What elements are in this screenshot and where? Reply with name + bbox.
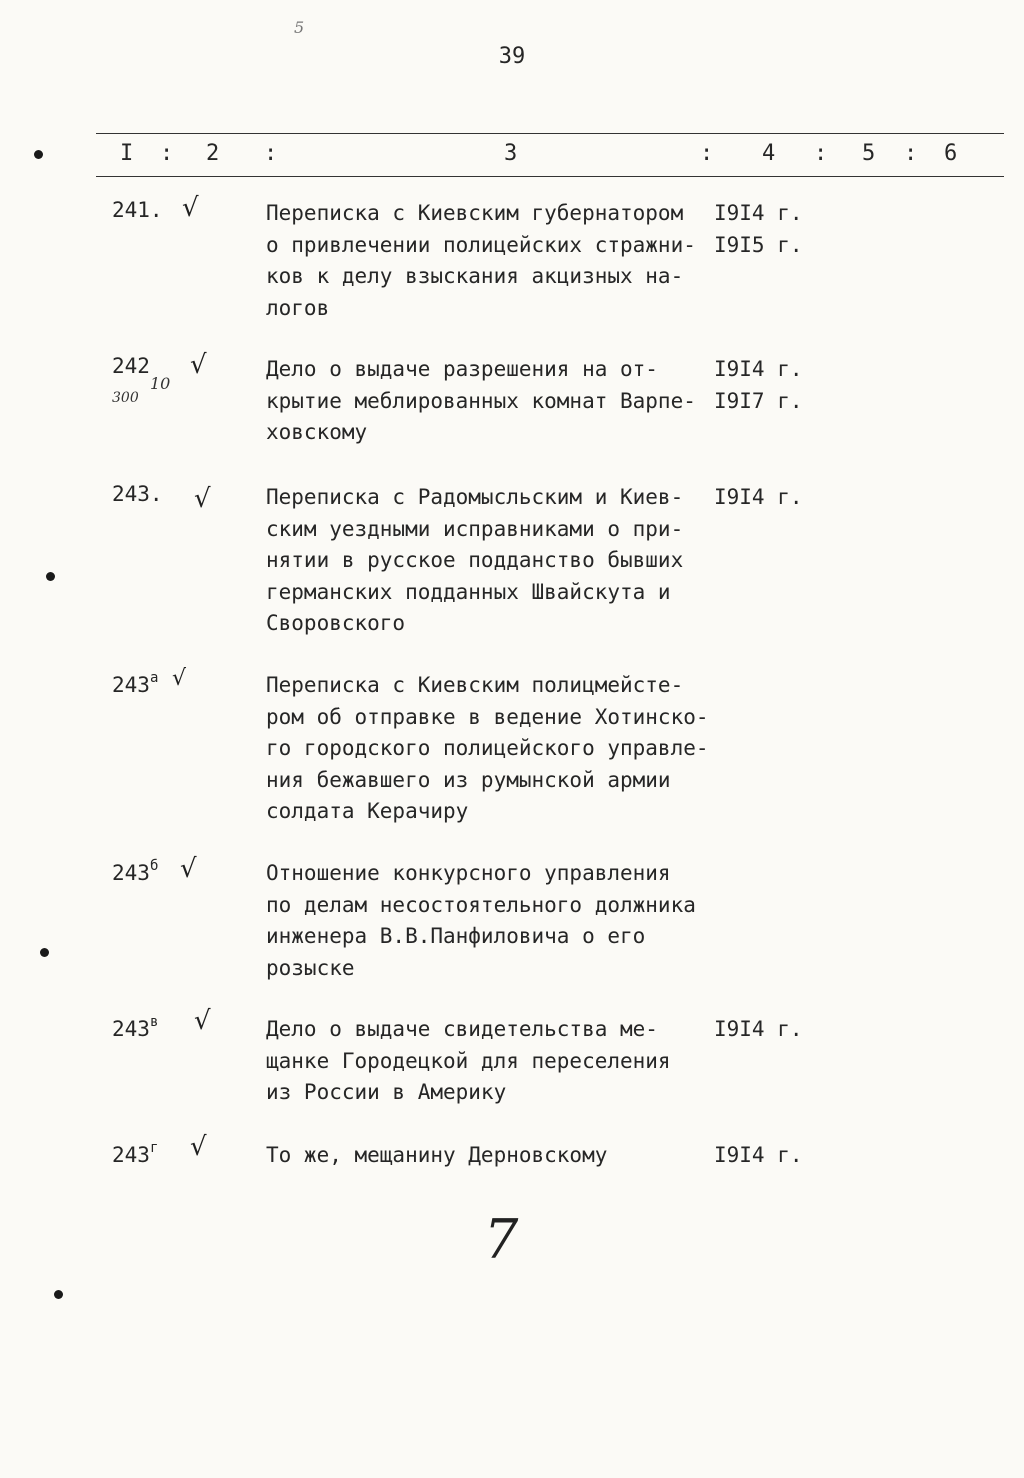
- punch-hole: [40, 948, 49, 957]
- entry-number: $243^в$: [112, 1014, 159, 1041]
- header-col-3: 3: [504, 141, 518, 166]
- check-mark-icon: √: [190, 1132, 207, 1162]
- entry-number: $243^б$: [112, 858, 159, 885]
- entry-number: 243.: [112, 482, 163, 506]
- punch-hole: [46, 572, 55, 581]
- entry-number: $243^г$: [112, 1140, 159, 1167]
- check-mark-icon: √: [172, 666, 187, 691]
- entry-years: I9I4 г.: [714, 1017, 803, 1041]
- header-col-6: 6: [944, 141, 958, 166]
- entry-description: Отношение конкурсного управления по делам несостоятельного должника инженера В.В.Панфиловича о его розыске: [266, 861, 696, 980]
- header-separator: :: [904, 141, 918, 166]
- entry-years: I9I4 г.: [714, 485, 803, 509]
- entry-number: 242: [112, 354, 150, 378]
- entry-years: I9I4 г.: [714, 1143, 803, 1167]
- header-separator: :: [264, 141, 278, 166]
- entry-description: Переписка с Киевским губернатором о привлечении полицейских стражни- ков к делу взыскания акцизных на- логов: [266, 201, 696, 320]
- header-top-rule: [96, 133, 1004, 134]
- handwritten-note: 10: [150, 374, 171, 393]
- header-separator: :: [160, 141, 174, 166]
- entry-description: Переписка с Радомысльским и Киев- ским уездными исправниками о при- нятии в русское подданство бывших германских подданных Швайскута и Своровского: [266, 485, 684, 635]
- header-col-5: 5: [862, 141, 876, 166]
- entry-years: I9I4 г. I9I5 г.: [714, 201, 803, 257]
- check-mark-icon: √: [194, 484, 211, 514]
- header-col-1: I: [120, 141, 134, 166]
- entry-number: 241.: [112, 198, 163, 222]
- header-bottom-rule: [96, 176, 1004, 177]
- entry-description: Переписка с Киевским полицмейсте- ром об отправке в ведение Хотинско- го городского полицейского управле- ния бежавшего из румынской армии солдата Керачиру: [266, 673, 709, 823]
- handwritten-note: 300: [112, 390, 139, 406]
- entry-years: I9I4 г. I9I7 г.: [714, 357, 803, 413]
- punch-hole: [34, 150, 43, 159]
- check-mark-icon: √: [180, 854, 197, 884]
- entry-description: Дело о выдаче свидетельства ме- щанке Городецкой для переселения из России в Америку: [266, 1017, 671, 1104]
- entry-description: То же, мещанину Дерновскому: [266, 1143, 608, 1167]
- header-col-2: 2: [206, 141, 220, 166]
- header-separator: :: [700, 141, 714, 166]
- check-mark-icon: √: [190, 350, 207, 380]
- pencil-mark: 5: [294, 18, 305, 37]
- punch-hole: [54, 1290, 63, 1299]
- page-number: 39: [498, 44, 526, 69]
- entry-number: $243^а$: [112, 670, 159, 697]
- check-mark-icon: √: [194, 1006, 211, 1036]
- check-mark-icon: √: [182, 193, 199, 223]
- header-col-4: 4: [762, 141, 776, 166]
- handwritten-footer-mark: 7: [484, 1208, 519, 1271]
- entry-description: Дело о выдаче разрешения на от- крытие меблированных комнат Варпе- ховскому: [266, 357, 696, 444]
- header-separator: :: [814, 141, 828, 166]
